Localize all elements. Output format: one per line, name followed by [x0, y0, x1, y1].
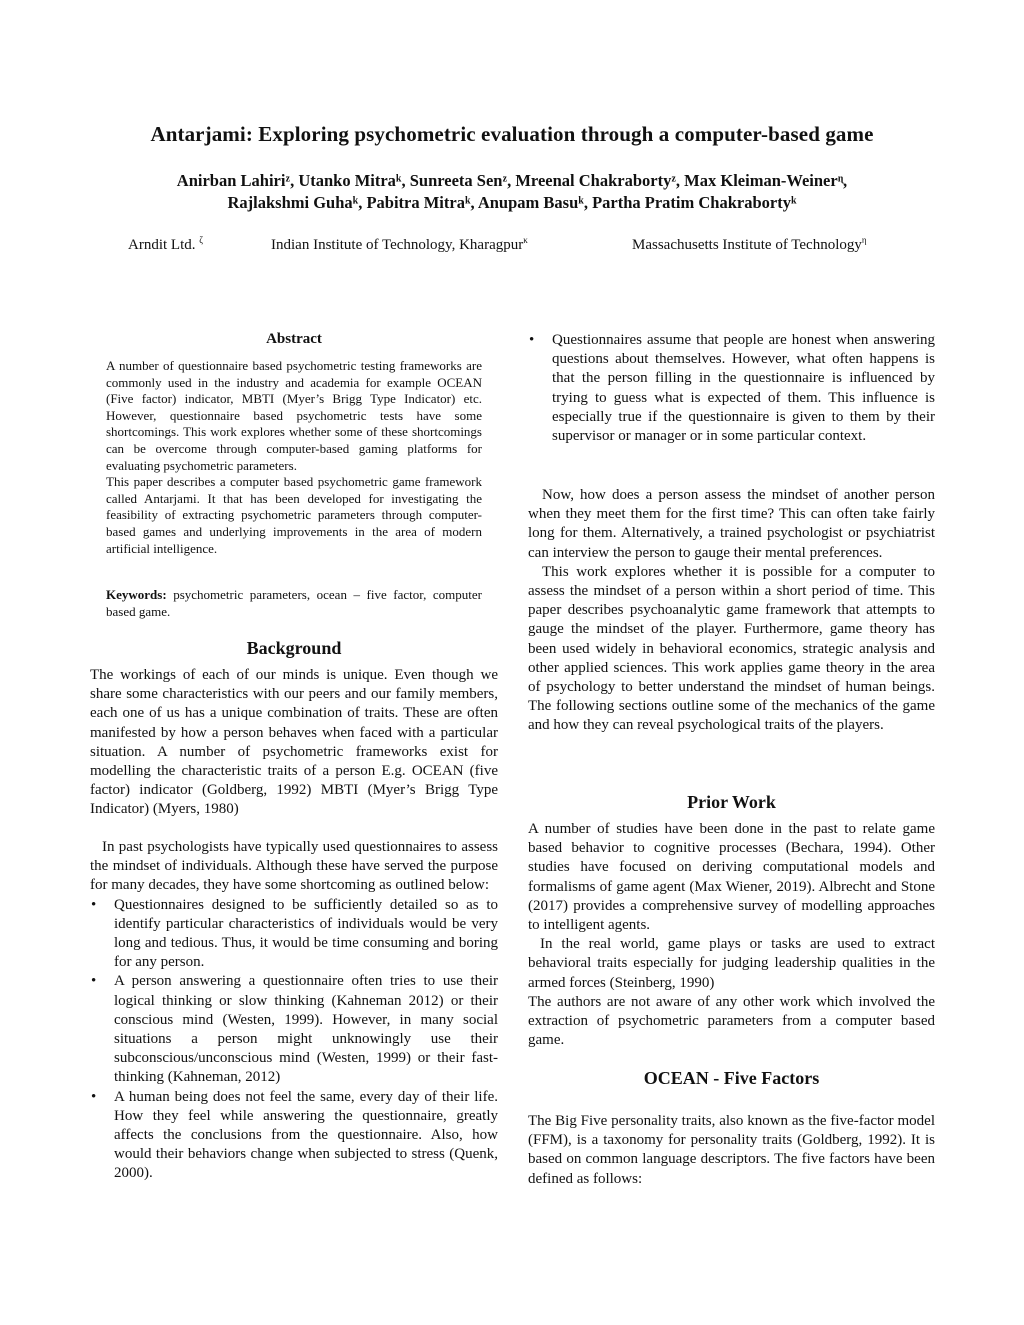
- list-item: • A human being does not feel the same, every day of their life. How they feel while answering the questionnaire, greatly affects the conclusions from the questionnaire. Also, how would their behaviors change when subjected to stress (Quenk, 2000).: [91, 1088, 498, 1182]
- prior-work-heading: Prior Work: [687, 792, 776, 812]
- right-column-top: [528, 331, 935, 446]
- body-paragraph: Now, how does a person assess the mindset of another person when they meet them for the first time? This can often take fairly long for them. Alternatively, a trained psychologist or psychiatrist can interview the person to gauge their mental preferences.: [528, 487, 935, 561]
- list-item: • Questionnaires assume that people are honest when answering questions about themselves. However, what often happens is that the person filling in the questionnaire is influenced by trying to guess what is expected of them. This influence is especially true if the questionnaire is given to them by their supervisor or manager or in some particular context.: [529, 332, 935, 445]
- body-paragraph: The Big Five personality traits, also known as the five-factor model (FFM), is a taxonomy for personality traits (Goldberg, 1992). It is based on common language descriptors. The five factors have been defined as follows:: [528, 1113, 935, 1187]
- paper-title: Antarjami: Exploring psychometric evaluation through a computer-based game: [150, 122, 874, 146]
- background-paragraph: In past psychologists have typically used questionnaires to assess the mindset of individuals. Although these have served the purpose for many decades, they have some shortcoming as outlined below:: [90, 839, 498, 894]
- affiliation-mit: Massachusetts Institute of Technology$^\eta$: [632, 235, 867, 253]
- right-column-body: [528, 486, 935, 736]
- body-paragraph: The authors are not aware of any other work which involved the extraction of psychometric parameters from a computer based game.: [528, 993, 935, 1049]
- abstract-text: [106, 358, 482, 557]
- prior-work-body: [528, 820, 935, 1050]
- author-line-2: Rajlakshmi Guhaᵏ, Pabitra Mitraᵏ, Anupam Basuᵏ, Partha Pratim Chakrabortyᵏ: [227, 193, 797, 212]
- abstract-paragraph: A number of questionnaire based psychometric testing frameworks are commonly used in the industry and academia for example OCEAN (Five factor) indicator, MBTI (Myer’s Brigg Type Indicator) etc. However, questionnaire based psychometric tests have some shortcomings. This work explores whether some of these shortcomings can be overcome through computer-based gaming platforms for evaluating psychometric parameters.: [106, 358, 482, 473]
- keywords-label: Keywords:: [106, 587, 167, 602]
- body-paragraph: A number of studies have been done in the past to relate game based behavior to cognitive processes (Bechara, 1994). Other studies have focused on deriving computational models and formalisms of game agent (Max Wiener, 2019). Albrecht and Stone (2017) provides a comprehensive survey of modelling approaches to intelligent agents.: [528, 821, 935, 934]
- shortcomings-list-continued: [528, 331, 935, 446]
- background-paragraph: The workings of each of our minds is unique. Even though we share some characteristics with our peers and our family members, each one of us has a unique combination of traits. These are often manifested by how a person behaves when faced with a particular situation. A number of psychometric frameworks exist for modelling the characteristic traits of a person E.g. OCEAN (five factor) indicator (Goldberg, 1992) MBTI (Myer’s Brigg Type Indicator) (Myers, 1980): [90, 667, 498, 818]
- background-heading: Background: [246, 638, 342, 658]
- list-item: • A person answering a questionnaire often tries to use their logical thinking or slow thinking (Kahneman 2012) or their conscious mind (Westen, 1999). However, in many social situations a person might unknowingly use their subconscious/unconscious mind (Westen, 1999) or their fast-thinking (Kahneman, 2012): [91, 973, 498, 1086]
- ocean-body: [528, 1112, 935, 1189]
- background-section-body: [90, 838, 498, 1184]
- keywords-text: psychometric parameters, ocean – five factor, computer based game.: [106, 587, 482, 619]
- author-line-1: Anirban Lahiriᶻ, Utanko Mitraᵏ, Sunreeta Senᶻ, Mreenal Chakrabortyᶻ, Max Kleiman-Weinerᶯ,: [176, 171, 848, 190]
- body-paragraph: In the real world, game plays or tasks are used to extract behavioral traits especially for judging leadership qualities in the armed forces (Steinberg, 1990): [528, 936, 935, 991]
- affiliation-arndit: Arndit Ltd. $^\zeta$: [128, 235, 203, 253]
- ocean-heading: OCEAN - Five Factors: [643, 1068, 820, 1088]
- abstract-paragraph: This paper describes a computer based psychometric game framework called Antarjami. It that has been developed for investigating the feasibility of extracting psychometric parameters through computer-based games and underlying improvements in the area of modern artificial intelligence.: [106, 474, 482, 556]
- shortcomings-list: [90, 896, 498, 1184]
- body-paragraph: This work explores whether it is possible for a computer to assess the mindset of a person within a short period of time. This paper describes psychoanalytic game framework that attempts to gauge the mindset of the player. Furthermore, game theory has been used widely in behavioral economics, strategic analysis and other applied sciences. This work applies game theory in the area of psychology to better understand the mindset of human beings. The following sections outline some of the mechanics of the game and how they can reveal psychological traits of the players.: [528, 563, 935, 734]
- abstract-heading: Abstract: [266, 331, 322, 347]
- affiliation-iit: Indian Institute of Technology, Kharagpur$^\kappa$: [271, 235, 528, 253]
- author-list: [0, 170, 1024, 214]
- keywords: [106, 586, 482, 620]
- list-item: • Questionnaires designed to be sufficiently detailed so as to identify particular characteristics of individuals would be very long and tedious. Thus, it would be time consuming and boring for any person.: [91, 896, 498, 971]
